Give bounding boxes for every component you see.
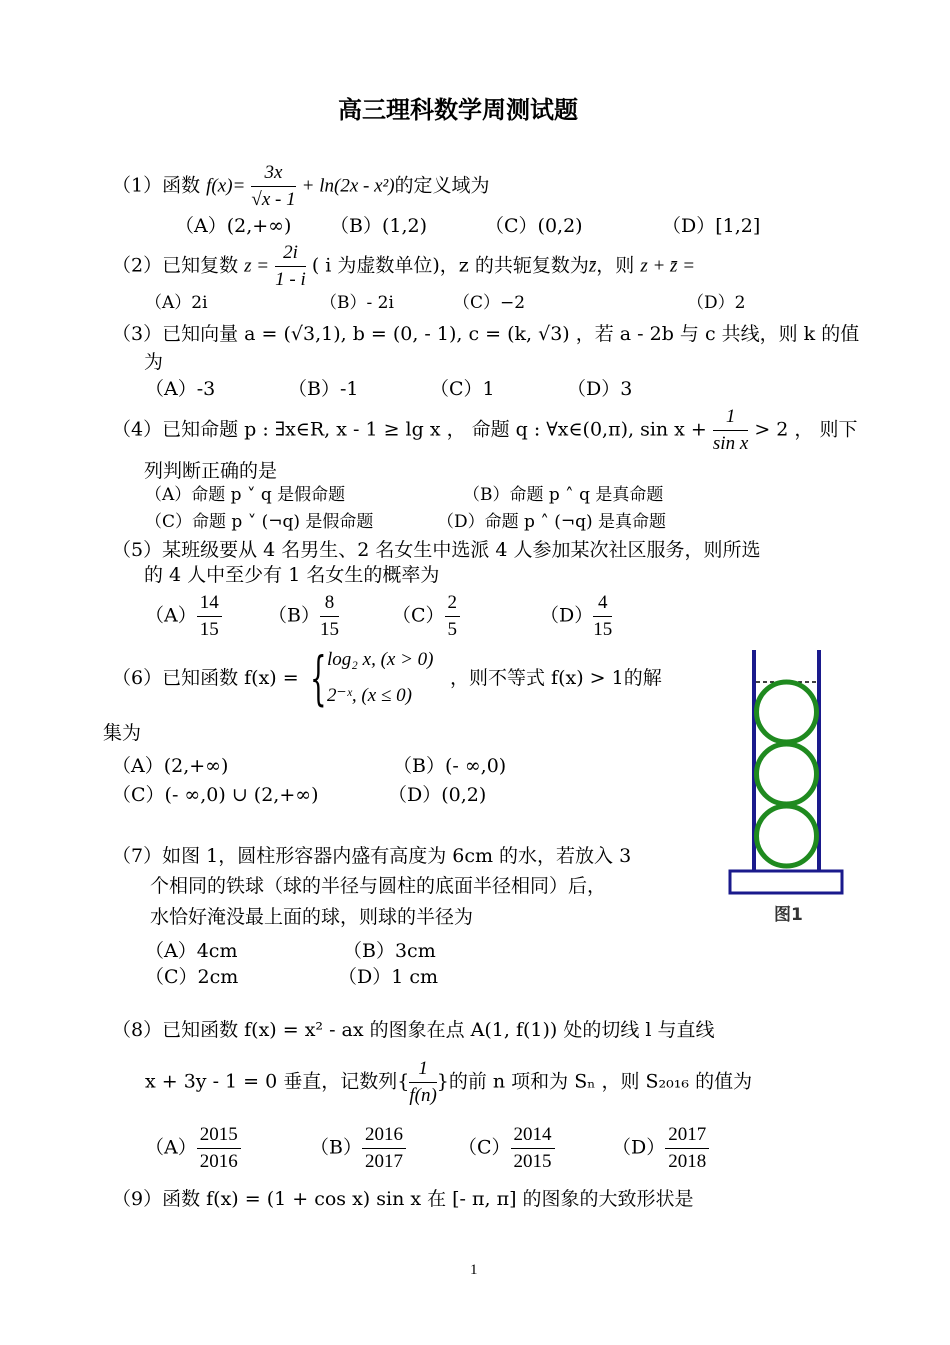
q7-line1: 如图 1，圆柱形容器内盛有高度为 6cm 的水，若放入 3: [162, 845, 632, 867]
q2-pre: 已知复数: [162, 254, 239, 277]
q4-line2: 列判断正确的是: [144, 460, 278, 482]
q8-option-d: [612, 1122, 709, 1175]
q5-option-b-fraction: [320, 590, 339, 643]
q8-option-a-numerator: 2015: [197, 1122, 241, 1149]
q3-option-c: （C）1: [430, 378, 495, 400]
q8-frac-numerator: 1: [409, 1056, 436, 1083]
q1-option-c: （C）(0,2): [485, 215, 583, 237]
q5-option-d-fraction: [593, 590, 612, 643]
q2-option-c: （C）−2: [453, 293, 526, 313]
q1-frac-denominator: √x - 1: [251, 189, 296, 210]
q1-fraction: [251, 160, 295, 213]
q6-option-a: （A）(2,+∞): [112, 755, 229, 777]
q6-brace: {: [310, 644, 327, 712]
q8-line2b: }的前 n 项和为 Sₙ ，则 S₂₀₁₆ 的值为: [436, 1070, 753, 1093]
q5-option-d-numerator: 4: [593, 590, 612, 617]
q6-number: （6）: [112, 667, 163, 689]
question-5: [112, 538, 761, 562]
q2-frac-denominator: 1 - i: [275, 269, 306, 290]
q1-option-d: （D）[1,2]: [662, 215, 761, 237]
q2-post: ，则: [596, 254, 635, 277]
q5-option-d-label: （D）: [540, 604, 594, 627]
q8-frac-denominator: f(n): [409, 1085, 437, 1106]
q4-frac-numerator: 1: [713, 404, 748, 431]
q5-option-a-numerator: 14: [197, 590, 222, 617]
q8-option-b-label: （B）: [310, 1136, 362, 1159]
q8-option-c: [458, 1122, 555, 1175]
q1-suffix: 的定义域为: [394, 174, 490, 197]
q3-number: （3）: [112, 323, 163, 345]
question-4: [112, 404, 857, 457]
q7-line3: 水恰好淹没最上面的球，则球的半径为: [150, 906, 474, 928]
q5-option-c-numerator: 2: [445, 590, 461, 617]
sphere-top: [757, 682, 817, 742]
q1-tail: + ln(2x - x²): [301, 175, 395, 197]
q5-number: （5）: [112, 539, 163, 561]
q4-fraction: [713, 404, 748, 457]
q8-option-b: [310, 1122, 406, 1175]
q2-frac-numerator: 2i: [275, 240, 306, 267]
question-7: [112, 844, 631, 868]
q8-line2: [145, 1056, 752, 1109]
q5-option-a-denominator: 15: [199, 619, 219, 640]
q8-option-c-label: （C）: [458, 1136, 511, 1159]
q5-line1: 某班级要从 4 名男生、2 名女生中选派 4 人参加某次社区服务，则所选: [162, 539, 761, 561]
sphere-bottom: [757, 806, 817, 866]
q1-frac-numerator: 3x: [251, 160, 295, 187]
q4-line1b: > 2 ， 则下: [754, 418, 858, 441]
q4-frac-denominator: sin x: [712, 433, 749, 454]
q8-option-d-denominator: 2018: [668, 1151, 707, 1172]
q8-option-a-label: （A）: [145, 1136, 197, 1159]
q6-option-c: （C）(- ∞,0) ∪ (2,+∞): [112, 784, 319, 806]
q8-option-c-fraction: [511, 1122, 555, 1175]
figure-1-cylinder: [726, 648, 848, 930]
q3-option-a: （A）-3: [145, 378, 216, 400]
q5-option-a-label: （A）: [145, 604, 197, 627]
q6-pre: 已知函数 f(x) =: [162, 667, 299, 689]
q3-option-b: （B）-1: [288, 378, 359, 400]
q8-option-d-fraction: [665, 1122, 709, 1175]
q6-case-1: log₂ x, (x > 0): [327, 649, 434, 670]
q8-option-b-fraction: [362, 1122, 406, 1175]
q1-expr: f(x)=: [206, 175, 246, 197]
question-9: [112, 1187, 694, 1211]
cylinder-base: [730, 871, 842, 893]
q2-option-b: （B）- 2i: [320, 293, 394, 313]
q4-line1a: 已知命题 p : ∃x∈R, x - 1 ≥ lg x ， 命题 q : ∀x∈(0,π), sin x +: [162, 418, 707, 441]
q2-expr: z + z̄ =: [640, 255, 696, 277]
q8-line2a: x + 3y - 1 = 0 垂直，记数列{: [145, 1070, 410, 1093]
q5-option-d-denominator: 15: [593, 619, 613, 640]
q6-post: ，则不等式 f(x) > 1的解: [450, 667, 662, 689]
sphere-middle: [757, 744, 817, 804]
q4-option-d: （D）命题 p ˄ (¬q) 是真命题: [437, 512, 667, 532]
q6-option-b: （B）(- ∞,0): [393, 755, 507, 777]
q4-number: （4）: [112, 418, 163, 441]
q8-option-a-denominator: 2016: [199, 1151, 238, 1172]
q1-option-a: （A）(2,+∞): [175, 215, 292, 237]
q8-option-c-numerator: 2014: [511, 1122, 555, 1149]
q8-option-d-label: （D）: [612, 1136, 666, 1159]
q4-option-b: （B）命题 p ˄ q 是真命题: [463, 485, 664, 505]
page-title: 高三理科数学周测试题: [338, 96, 578, 124]
q8-fraction: [409, 1056, 436, 1109]
question-8: [112, 1018, 715, 1042]
page-number: 1: [470, 1262, 478, 1278]
q5-option-c-label: （C）: [392, 604, 445, 627]
q2-mid: ( i 为虚数单位)，z 的共轭复数为: [311, 254, 589, 277]
q8-option-b-numerator: 2016: [362, 1122, 406, 1149]
q6-option-d: （D）(0,2): [388, 784, 487, 806]
q3-line2: 为: [144, 351, 164, 373]
q6-case-2: 2⁻ˣ, (x ≤ 0): [327, 685, 412, 706]
q9-text: 函数 f(x) = (1 + cos x) sin x 在 [- π, π] 的图象的大致形状是: [162, 1188, 694, 1210]
q7-option-c: （C）2cm: [145, 966, 239, 988]
q8-option-d-numerator: 2017: [665, 1122, 709, 1149]
q4-option-c: （C）命题 p ˅ (¬q) 是假命题: [145, 512, 374, 532]
q7-option-b: （B）3cm: [343, 940, 436, 962]
q6-line2: 集为: [103, 722, 142, 744]
question-6-pre: [112, 666, 299, 690]
figure-caption: 图1: [774, 905, 803, 925]
q8-option-c-denominator: 2015: [513, 1151, 552, 1172]
q8-option-a: [145, 1122, 241, 1175]
q2-number: （2）: [112, 254, 163, 277]
q5-option-d: [540, 590, 612, 643]
q2-zbar: z̄: [588, 255, 597, 277]
q8-option-a-fraction: [197, 1122, 241, 1175]
q7-number: （7）: [112, 845, 163, 867]
q5-option-c: [392, 590, 460, 643]
q1-text: 函数: [162, 174, 201, 197]
q5-option-b-denominator: 15: [319, 619, 339, 640]
q5-option-c-fraction: [445, 590, 461, 643]
q2-option-a: （A）2i: [145, 293, 208, 313]
q2-fraction: [275, 240, 306, 293]
q5-option-b: [268, 590, 339, 643]
q9-number: （9）: [112, 1188, 163, 1210]
q3-option-d: （D）3: [567, 378, 633, 400]
q2-z: z =: [244, 255, 270, 277]
q2-option-d: （D）2: [687, 293, 746, 313]
q5-option-b-label: （B）: [268, 604, 320, 627]
q8-number: （8）: [112, 1019, 163, 1041]
q5-option-a-fraction: [197, 590, 222, 643]
question-3: [112, 322, 859, 346]
q5-line2: 的 4 人中至少有 1 名女生的概率为: [144, 564, 440, 586]
q1-number: （1）: [112, 174, 163, 197]
q5-option-a: [145, 590, 222, 643]
q5-option-b-numerator: 8: [320, 590, 339, 617]
q4-option-a: （A）命题 p ˅ q 是假命题: [145, 485, 346, 505]
q8-line1: 已知函数 f(x) = x² - ax 的图象在点 A(1, f(1)) 处的切线 l 与直线: [162, 1019, 715, 1041]
q7-line2: 个相同的铁球（球的半径与圆柱的底面半径相同）后，: [150, 875, 607, 897]
q3-line1: 已知向量 a = (√3,1), b = (0, - 1), c = (k, √3) ，若 a - 2b 与 c 共线，则 k 的值: [162, 323, 860, 345]
q5-option-c-denominator: 5: [447, 619, 458, 640]
question-1: [112, 160, 490, 213]
q1-option-b: （B）(1,2): [330, 215, 428, 237]
q7-option-a: （A）4cm: [145, 940, 238, 962]
question-2: [112, 240, 695, 293]
q7-option-d: （D）1 cm: [338, 966, 439, 988]
q8-option-b-denominator: 2017: [364, 1151, 403, 1172]
